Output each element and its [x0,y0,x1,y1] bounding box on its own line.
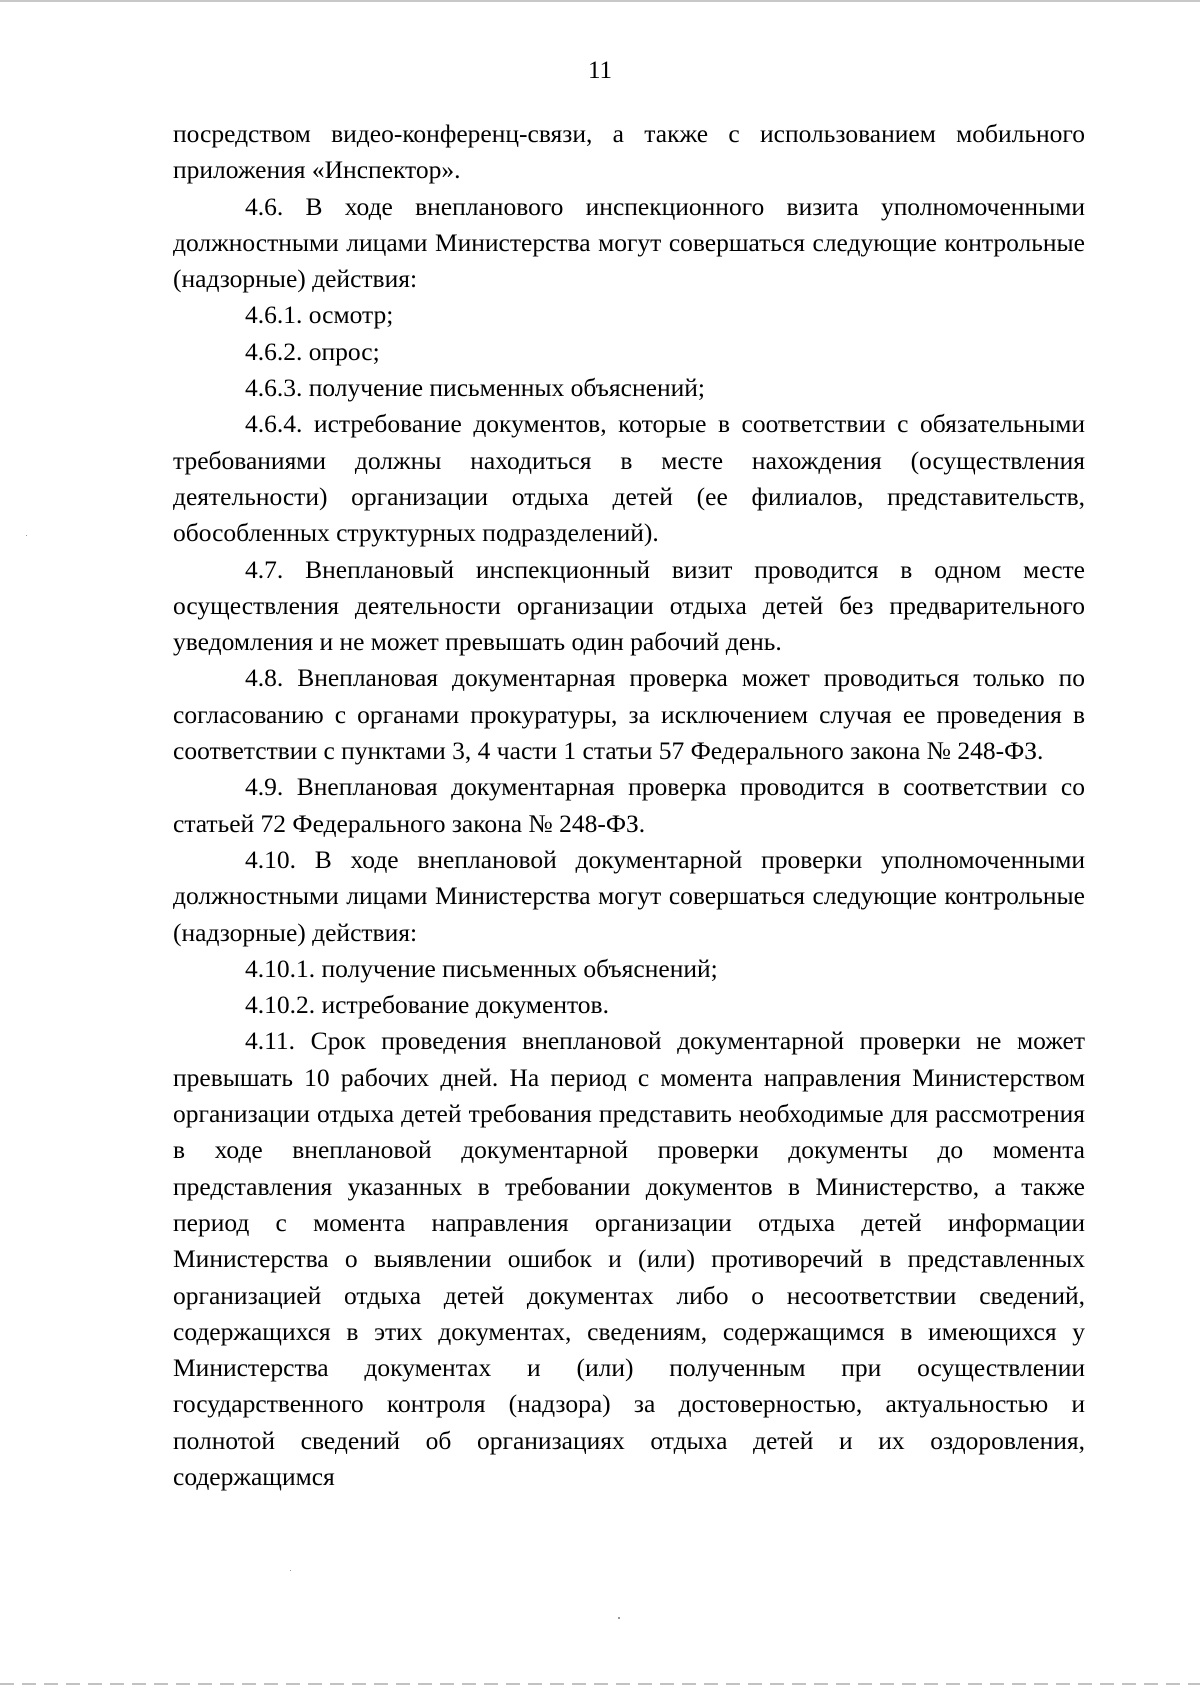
paragraph-4-6-3: 4.6.3. получение письменных объяснений; [245,373,705,403]
paragraph-4-11: 4.11. Срок проведения внеплановой документарной проверки не может превышать 10 рабочих дней. На период с момента направления Министерством организации отдыха детей требования представить необходимые для рассмотрения в ходе внеплановой документарной проверки документы до момента представления указанных в требовании документов в Министерство, а также период с момента направления организации отдыха детей информации Министерства о выявлении ошибок и (или) противоречий в представленных организацией отдыха детей документах либо о несоответствии сведений, содержащихся в этих документах, сведениям, содержащимся в имеющихся у Министерства документах и (или) полученным при осуществлении государственного контроля (надзора) за достоверностью, актуальностью и полнотой сведений об организациях отдыха детей и их оздоровления, содержащимся [173,1026,1085,1491]
paragraph-4-6-1: 4.6.1. осмотр; [245,300,394,330]
paragraph-4-6-2: 4.6.2. опрос; [245,336,380,366]
paragraph-4-8: 4.8. Внеплановая документарная проверка может проводиться только по согласованию с органами прокуратуры, за исключением случая ее проведения в соответствии с пунктами 3, 4 части 1 статьи 57 Федерального закона № 248-ФЗ. [173,663,1085,766]
paragraph-4-6-4: 4.6.4. истребование документов, которые в соответствии с обязательными требованиями должны находиться в месте нахождения (осуществления деятельности) организации отдыха детей (ее филиалов, представительств, обособленных структурных подразделений). [173,409,1085,548]
scan-top-edge [0,0,1200,2]
scan-speck [290,1570,291,1571]
paragraph-4-9: 4.9. Внеплановая документарная проверка проводится в соответствии со статьей 72 Федерального закона № 248-ФЗ. [173,772,1085,838]
paragraph-4-7: 4.7. Внеплановый инспекционный визит проводится в одном месте осуществления деятельности организации отдыха детей без предварительного уведомления и не может превышать один рабочий день. [173,554,1085,657]
page-number: 11 [587,57,613,84]
paragraph-4-10: 4.10. В ходе внеплановой документарной проверки уполномоченными должностными лицами Министерства могут совершаться следующие контрольные (надзорные) действия: [173,844,1085,947]
paragraph-4-10-2: 4.10.2. истребование документов. [245,990,609,1020]
document-body [173,116,1085,1495]
paragraph-continuation: посредством видео-конференц-связи, а также с использованием мобильного приложения «Инспектор». [173,119,1085,185]
paragraph-4-6: 4.6. В ходе внепланового инспекционного визита уполномоченными должностными лицами Министерства могут совершаться следующие контрольные (надзорные) действия: [173,191,1085,294]
scan-speck [618,1617,620,1619]
paragraph-4-10-1: 4.10.1. получение письменных объяснений; [245,953,718,983]
scan-bottom-edge [0,1683,1200,1685]
scan-speck [26,535,27,536]
